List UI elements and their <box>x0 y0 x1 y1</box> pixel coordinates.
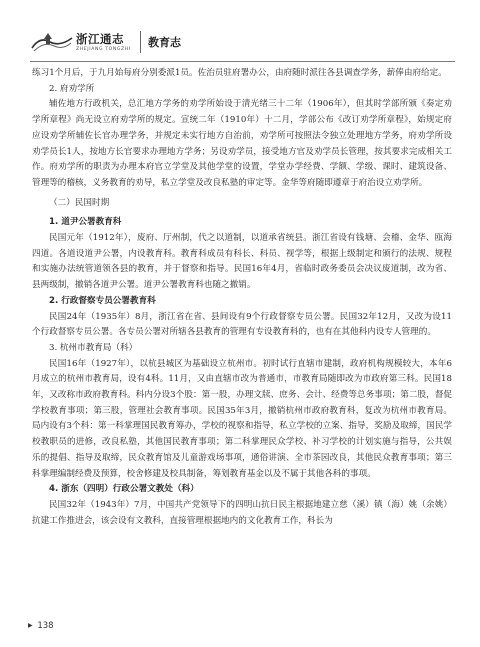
paragraph-hangzhou-bureau: 民国16年（1927年），以杭县城区为基础设立杭州市。初时试行直辖市建制，政府机构规模较大，本年6月成立的杭州市教育局，设有4科。11月，又由直辖市改为普通市，市教育局随即改为市政府第三科。民国18年，又改称市政府教育科。科内分设3个股：第一股，办理文牍、庶务、会计、经费等总务事项；第二股，督促学校教育事项；第三股，管理社会教育事项。民国35年3月，撤销杭州市政府教育科，复改为杭州市教育局。局内设有3个科：第一科掌理国民教育筹办，学校的视察和指导，私立学校的立案、指导，奖励及取缔，国民学校教职员的进修，改良私塾，其他国民教育事项；第二科掌理民众学校、补习学校的计划实施与指导，公共娱乐的提倡、指导及取缔，民众教育馆及儿童游戏场事项，通俗讲演、全市茶园改良，其他民众教育事项；第三科掌理编制经费及预算，校舍修建及校具制备，筹划教育基金以及不属于其他各科的事项。 <box>32 358 452 479</box>
header-divider <box>140 31 141 53</box>
subheading-zhedong-office: 4. 浙东（四明）行政公署文教处（科） <box>49 484 199 495</box>
header-rule <box>30 61 455 62</box>
page-body <box>32 66 452 529</box>
paragraph-commissioner-office: 民国24年（1935年）8月，浙江省在省、县间设有9个行政督察专员公署。民国32年12月，又改为设11个行政督察专员公署。各专员公署对所辖各县教育的管理有专设教育科的，也有在其他科内设专人管理的。 <box>32 311 452 338</box>
page-footer <box>28 621 54 631</box>
paragraph-continuation: 练习1个月后，于九月始每府分别委派1员。佐治员驻府署办公，由府随时派往各县调查学务，薪俸由府给定。 <box>32 68 447 78</box>
brand-subtitle: ZHEJIANG TONGZHI <box>76 47 131 52</box>
page-header <box>30 28 455 62</box>
page-number: 138 <box>37 621 54 631</box>
subheading-hangzhou-bureau: 3. 杭州市教育局（科） <box>49 342 138 353</box>
paragraph-zhedong-office: 民国32年（1943年）7月，中国共产党领导下的四明山抗日民主根据地建立慈（溪）镇（海）姚（余姚）抗建工作推进会，该会设有文教科，直接管理根据地内的文化教育工作，科长为 <box>32 499 452 526</box>
subheading-daoyin-office: 1. 道尹公署教育科 <box>49 217 122 228</box>
brand-title: 浙江通志 <box>76 32 124 46</box>
page-marker-icon: ▶ <box>28 622 33 629</box>
subheading-commissioner-office: 2. 行政督察专员公署教育科 <box>49 295 156 306</box>
paragraph-daoyin-office: 民国元年（1912年），废府、厅州制，代之以道制，以道承省统县。浙江省设有钱塘、会稽、金华、瓯海四道。各道设道尹公署，内设教育科。教育科成员有科长、科员、视学等，根据上级制定和颁行的法规、规程和实施办法统管道领各县的教育，并于督察和指导。民国16年4月，省临时政务委员会决议废道制，改为省、县两级制，撤销各道尹公署。道尹公署教育科也随之撤销。 <box>32 233 452 291</box>
zhejiang-tongzhi-logo-icon <box>30 30 74 54</box>
paragraph-prefecture-office: 辅佐地方行政机关，总汇地方学务的劝学所始设于清光绪三十二年（1906年），但其时学部所颁《奏定劝学所章程》尚无设立府劝学所的规定。宣统二年（1910年）十二月，学部公布《改订劝学所章程》，始规定府应设劝学所辅佐长官办理学务，并规定未实行地方自治前，劝学所可按照法令独立处理地方学务，府劝学所设劝学员长1人，按地方长官要求办理地方学务；另设劝学员，接受地方官及劝学员长管理，按其要求完成相关工作。府劝学所的职责为办理本府官立学堂及其他学堂的设置，学堂办学经费、学额、学级、课时、建筑设备、管理等的稽核，义务教育的劝导，私立学堂及改良私塾的审定等。金华等府随即遵章于府治设立劝学所。 <box>32 99 452 188</box>
section-title: 教育志 <box>148 36 181 49</box>
section-heading-republic: （二）民国时期 <box>49 197 110 208</box>
subheading-prefecture-office: 2. 府劝学所 <box>49 83 95 94</box>
